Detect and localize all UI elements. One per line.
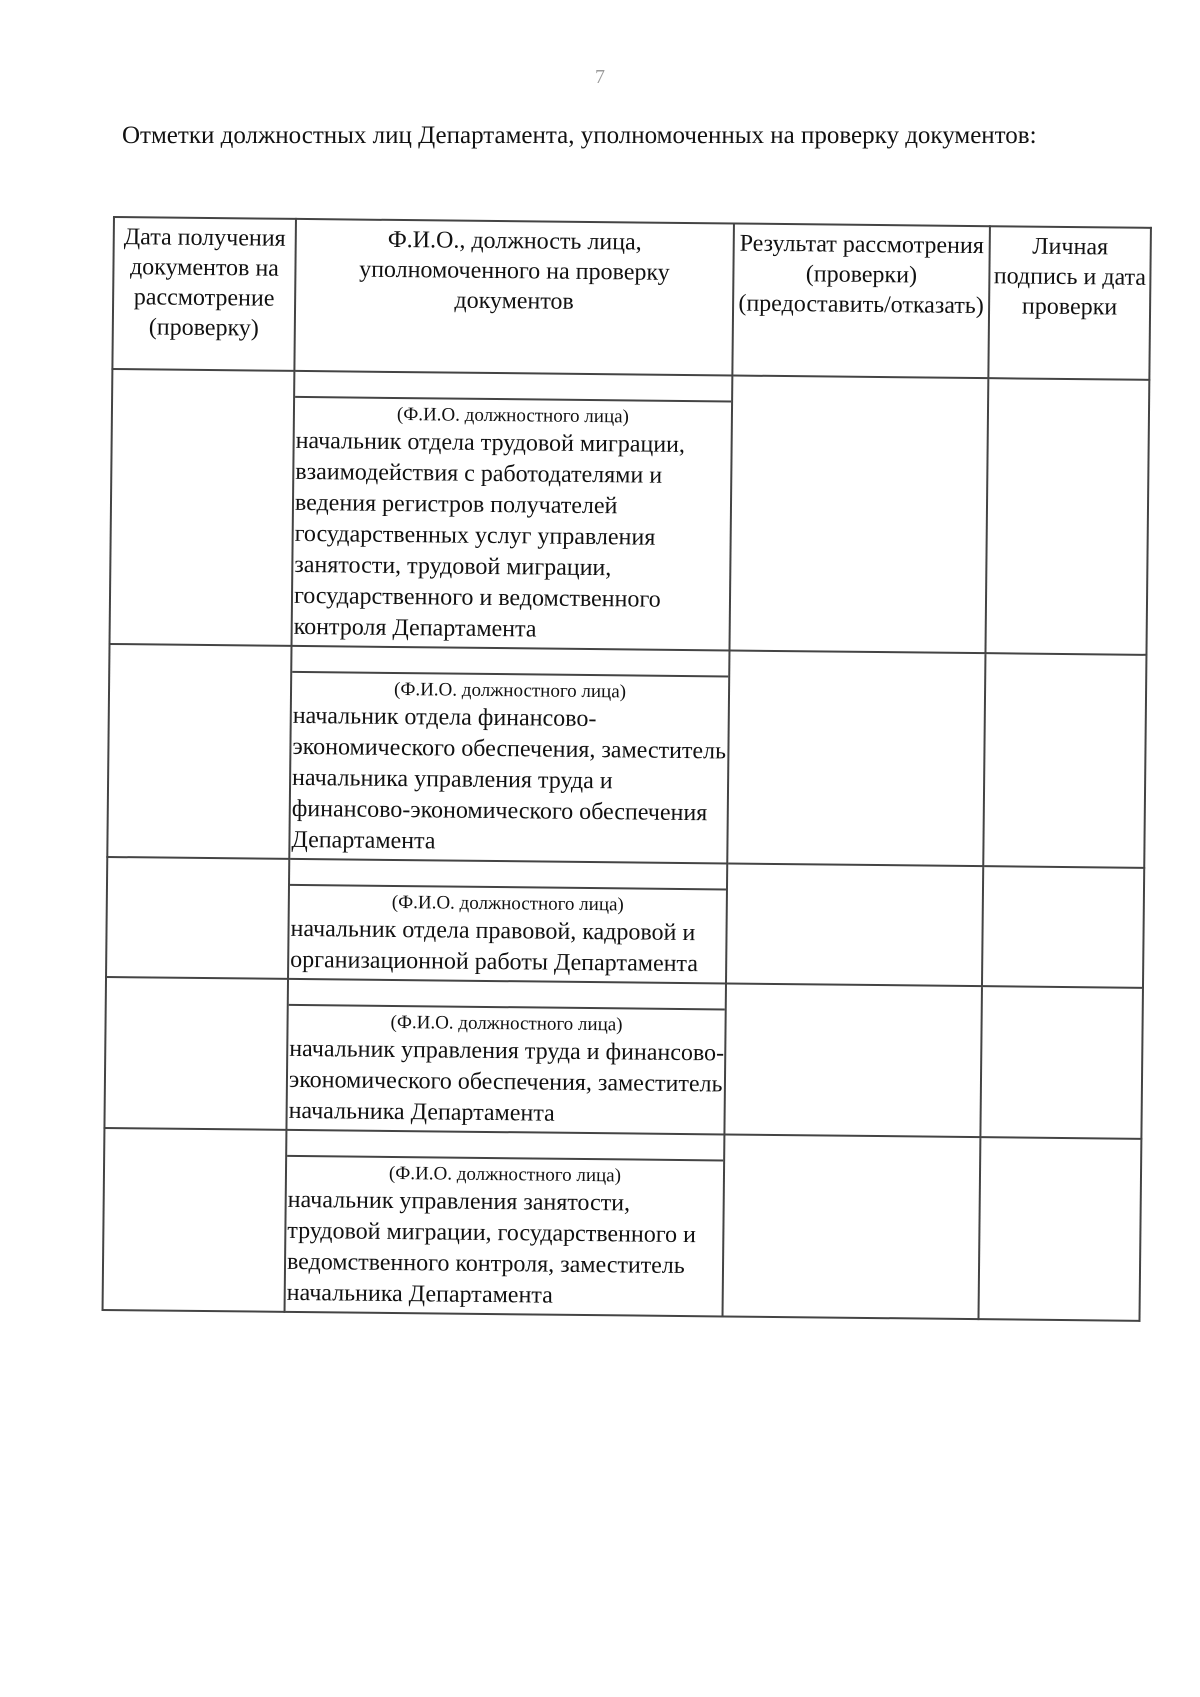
fio-caption: (Ф.И.О. должностного лица) — [390, 1011, 623, 1036]
result-cell — [729, 375, 988, 653]
table-row — [107, 644, 1146, 868]
header-signature: Личная подпись и дата проверки — [988, 226, 1151, 380]
position-text: начальник отдела финансово-экономического обеспечения, заместитель начальника управления труда и финансово-экономического обеспечения Департамента — [291, 702, 727, 855]
position-text: начальник управления труда и финансово-экономического обеспечения, заместитель начальника Департамента — [288, 1035, 725, 1127]
signature-cell — [978, 1137, 1141, 1321]
header-date: Дата получения документов на рассмотрение (проверку) — [112, 217, 296, 371]
official-cell — [286, 979, 726, 1135]
date-cell — [106, 857, 289, 979]
official-cell — [289, 646, 729, 864]
header-official: Ф.И.О., должность лица, уполномоченного на проверку документов — [294, 219, 734, 376]
official-cell — [288, 859, 727, 984]
result-cell — [726, 863, 983, 986]
signature-cell — [983, 653, 1146, 868]
table-row — [103, 1128, 1142, 1321]
position-text: начальник отдела трудовой миграции, взаимодействия с работодателями и ведения регистров получателей государственных услуг управления занятости, трудовой миграции, государственного и ведомственного контроля Департамента — [293, 427, 686, 643]
fio-caption: (Ф.И.О. должностного лица) — [391, 891, 624, 916]
official-cell — [285, 1130, 725, 1317]
signature-cell — [980, 986, 1143, 1139]
result-cell — [727, 650, 985, 866]
fio-caption: (Ф.И.О. должностного лица) — [388, 1162, 622, 1187]
verification-table — [102, 216, 1152, 1322]
signature-cell — [982, 866, 1144, 988]
signature-cell — [985, 378, 1149, 655]
result-cell — [723, 1134, 981, 1319]
fio-caption: (Ф.И.О. должностного лица) — [396, 403, 630, 428]
fio-caption: (Ф.И.О. должностного лица) — [393, 678, 627, 703]
official-cell — [292, 371, 733, 651]
table-row — [110, 369, 1150, 655]
table-row — [104, 977, 1143, 1139]
position-text: начальник отдела правовой, кадровой и организационной работы Департамента — [290, 915, 699, 978]
date-cell — [107, 644, 291, 859]
date-cell — [103, 1128, 287, 1312]
page-number: 7 — [595, 66, 605, 88]
date-cell — [110, 369, 295, 646]
date-cell — [104, 977, 288, 1130]
table-row — [106, 857, 1144, 988]
result-cell — [724, 983, 982, 1137]
position-text: начальник управления занятости, трудовой миграции, государственного и ведомственного контроля, заместитель начальника Департамента — [286, 1186, 697, 1309]
intro-paragraph: Отметки должностных лиц Департамента, уполномоченных на проверку документов: — [122, 122, 1037, 149]
header-result: Результат рассмотрения (проверки) (предоставить/отказать) — [732, 224, 990, 379]
table-header-row — [112, 217, 1151, 380]
